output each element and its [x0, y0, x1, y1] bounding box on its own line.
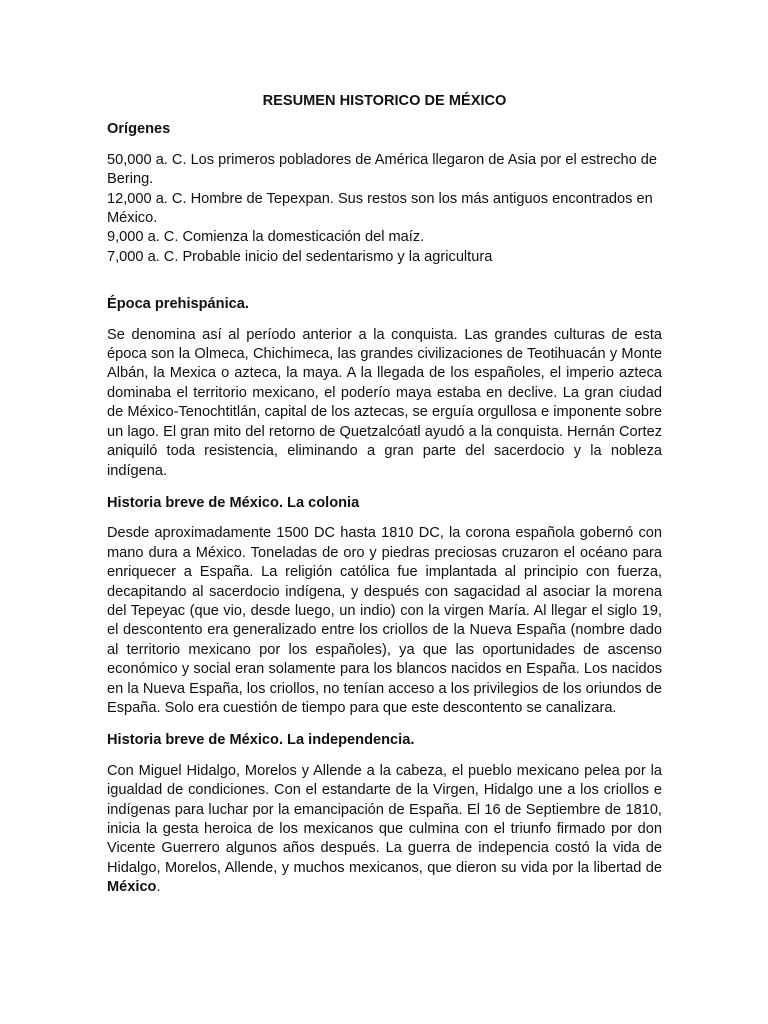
section-heading-independencia: Historia breve de México. La independencia. [107, 732, 415, 749]
timeline-item: 50,000 a. C. Los primeros pobladores de América llegaron de Asia por el estrecho de Bering. [107, 151, 658, 188]
paragraph-independencia-text: Con Miguel Hidalgo, Morelos y Allende a la cabeza, el pueblo mexicano pelea por la igualdad de condiciones. Con el estandarte de la Virgen, Hidalgo une a los criollos e indígenas para luchar por la emancipación de España. El 16 de Septiembre de 1810, inicia la gesta heroica de los mexicanos que culmina con el triunfo firmado por don Vicente Guerrero algunos años después. La guerra de indepencia costó la vida de Hidalgo, Morelos, Allende, y muchos mexicanos, que dieron su vida por la libertad de [107, 762, 662, 876]
timeline-item: 9,000 a. C. Comienza la domesticación del maíz. [107, 229, 425, 246]
paragraph-independencia [107, 762, 662, 898]
paragraph-prehispanica: Se denomina así al período anterior a la conquista. Las grandes culturas de esta época son la Olmeca, Chichimeca, las grandes civilizaciones de Teotihuacán y Monte Albán, la Mexica o azteca, la maya. A la llegada de los españoles, el imperio azteca dominaba el territorio mexicano, el poderío maya estaba en declive. La gran ciudad de México-Tenochtitlán, capital de los aztecas, se erguía orgullosa e imponente sobre un lago. El gran mito del retorno de Quetzalcóatl ayudó a la conquista. Hernán Cortez aniquiló toda resistencia, eliminando a gran parte del sacerdocio y la nobleza indígena. [107, 326, 662, 479]
timeline-item: 12,000 a. C. Hombre de Tepexpan. Sus restos son los más antiguos encontrados en México. [107, 190, 653, 227]
paragraph-colonia: Desde aproximadamente 1500 DC hasta 1810 DC, la corona española gobernó con mano dura a México. Toneladas de oro y piedras preciosas cruzaron el océano para enriquecer a España. La religión católica fue implantada al principio con fuerza, decapitando al sacerdocio indígena, y después con sagacidad al asociar la morena del Tepeyac (que vio, desde luego, un indio) con la virgen María. Al llegar el siglo 19, el descontento era generalizado entre los criollos de la Nueva España (nombre dado al territorio mexicano por los españoles), ya que las oportunidades de ascenso económico y social eran solamente para los blancos nacidos en España. Los nacidos en la Nueva España, los criollos, no tenían acceso a los privilegios de los oriundos de España. Solo era cuestión de tiempo para que este descontento se canalizara. [107, 525, 662, 716]
document-page [107, 92, 662, 898]
timeline-item: 7,000 a. C. Probable inicio del sedentarismo y la agricultura [107, 248, 493, 265]
document-title: RESUMEN HISTORICO DE MÉXICO [262, 93, 507, 109]
section-heading-prehispanica: Época prehispánica. [107, 296, 249, 313]
section-heading-colonia: Historia breve de México. La colonia [107, 494, 360, 511]
emphasis-mexico: México [107, 879, 157, 896]
paragraph-independencia-ending: . [156, 879, 161, 896]
section-heading-origenes: Orígenes [107, 121, 171, 138]
timeline-list [107, 151, 662, 267]
